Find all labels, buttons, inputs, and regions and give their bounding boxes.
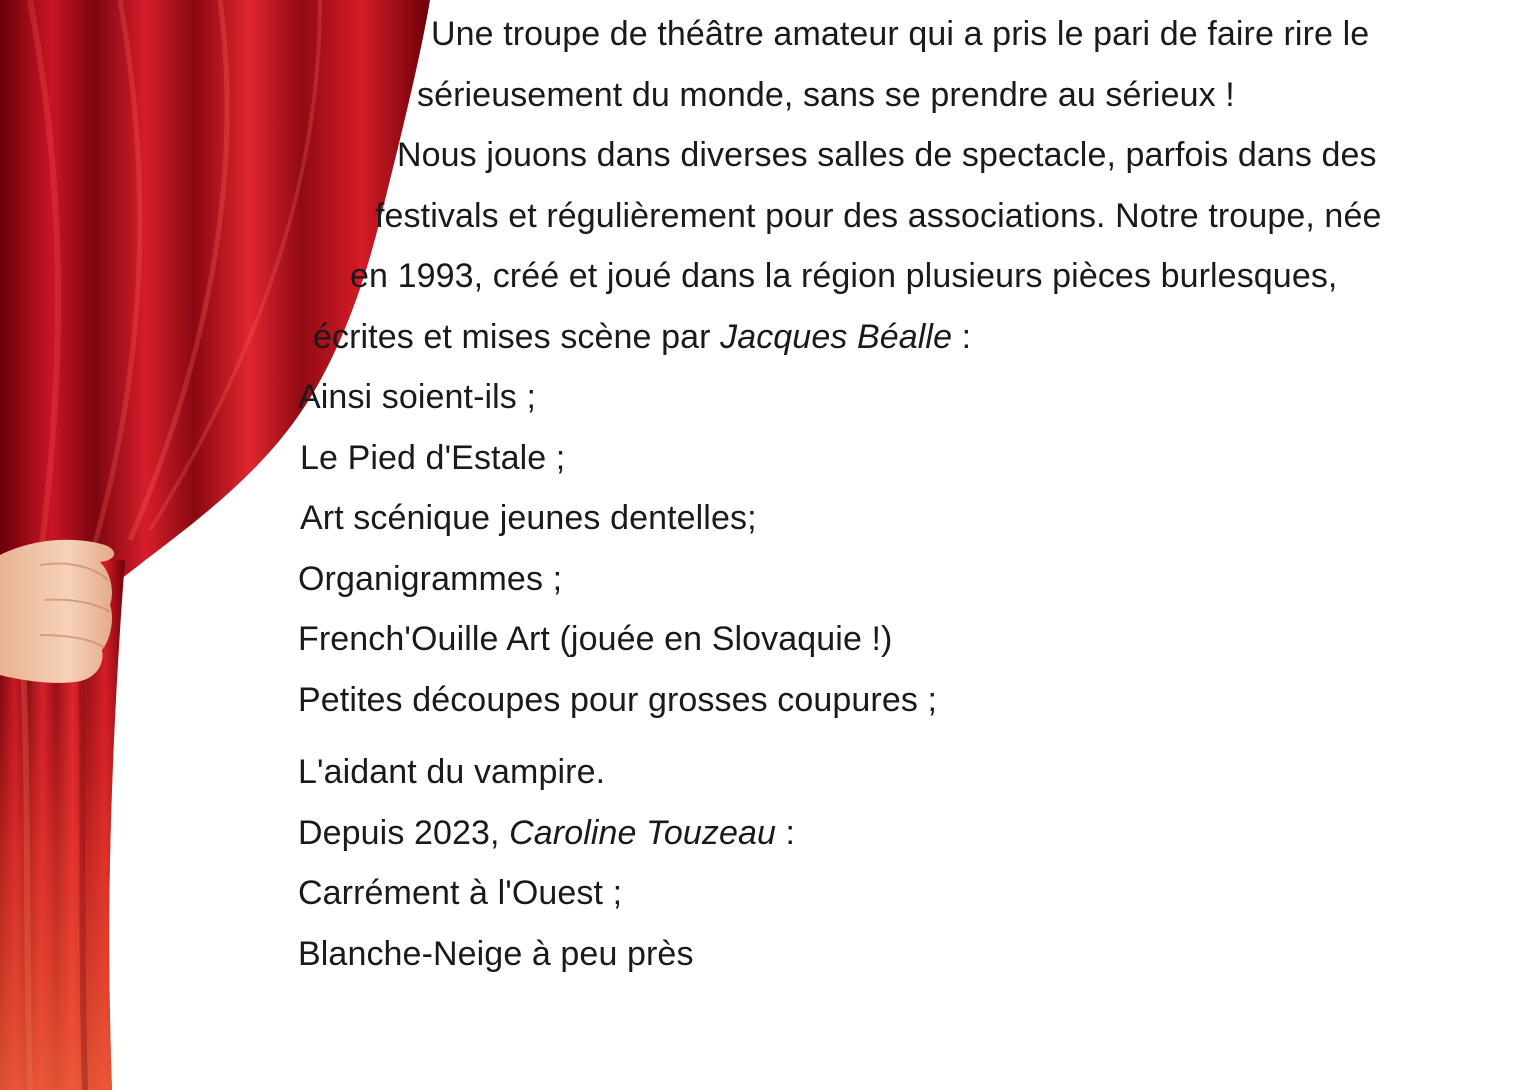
since-2023-line <box>298 813 795 853</box>
red-curtain-image <box>0 0 440 1090</box>
author-caroline-touzeau: Caroline Touzeau <box>509 814 776 852</box>
play-item: Le Pied d'Estale ; <box>300 439 566 477</box>
play-item: Blanche-Neige à peu près <box>298 935 694 973</box>
intro-line-3: Nous jouons dans diverses salles de spectacle, parfois dans des <box>397 136 1377 174</box>
play-item: Art scénique jeunes dentelles; <box>300 499 757 537</box>
intro-line-1: Une troupe de théâtre amateur qui a pris le pari de faire rire le <box>431 15 1370 53</box>
since-prefix: Depuis 2023, <box>298 814 510 852</box>
intro-line-2: sérieusement du monde, sans se prendre au sérieux ! <box>417 76 1235 114</box>
intro-line-5: en 1993, créé et joué dans la région plusieurs pièces burlesques, <box>350 257 1338 295</box>
play-item: Petites découpes pour grosses coupures ; <box>298 681 938 719</box>
play-item: Ainsi soient-ils ; <box>298 378 536 416</box>
since-suffix: : <box>776 814 796 852</box>
play-item: Carrément à l'Ouest ; <box>298 874 623 912</box>
intro-line-6 <box>313 317 971 357</box>
intro-line-6-prefix: écrites et mises scène par <box>313 318 721 356</box>
play-item: French'Ouille Art (jouée en Slovaquie !) <box>298 620 893 658</box>
play-item: Organigrammes ; <box>298 560 563 598</box>
intro-line-4: festivals et régulièrement pour des associations. Notre troupe, née <box>375 197 1382 235</box>
author-jacques-bealle: Jacques Béalle <box>720 318 953 356</box>
play-item: L'aidant du vampire. <box>298 753 606 791</box>
intro-line-6-suffix: : <box>952 318 972 356</box>
